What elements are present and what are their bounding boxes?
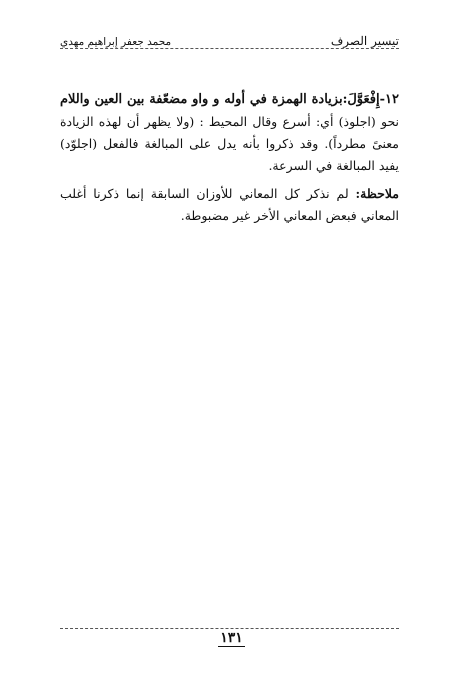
rule-heading: ١٢-إِفْعَوَّلَ:بزيادة الهمزة في أوله و واو مضعّفة بين العين واللام [60,92,399,107]
note-label: ملاحظة: [355,186,399,201]
author-name: محمد جعفر إبراهيم مهدي [60,36,172,48]
footer-divider [60,628,399,629]
rule-paragraph [60,88,399,177]
book-title: تيسير الصرف [330,34,399,48]
note-paragraph [60,183,399,227]
running-header [60,28,399,48]
rule-text: نحو (اجلوذ) أي: أسرع وقال المحيط : (ولا يظهر أن لهذه الزيادة معنىً مطرداً). وقد ذكروا بأنه يدل على المبالغة فالفعل (اجلوّد) يفيد المبالغة في السرعة. [60,114,399,173]
page-number [0,630,463,647]
body-text [60,88,399,227]
page-number-value: ١٣١ [220,630,243,646]
note-text: لم نذكر كل المعاني للأوزان السابقة إنما ذكرنا أغلب المعاني فبعض المعاني الأخر غير مضبوطة. [60,186,399,223]
header-divider [60,48,399,49]
